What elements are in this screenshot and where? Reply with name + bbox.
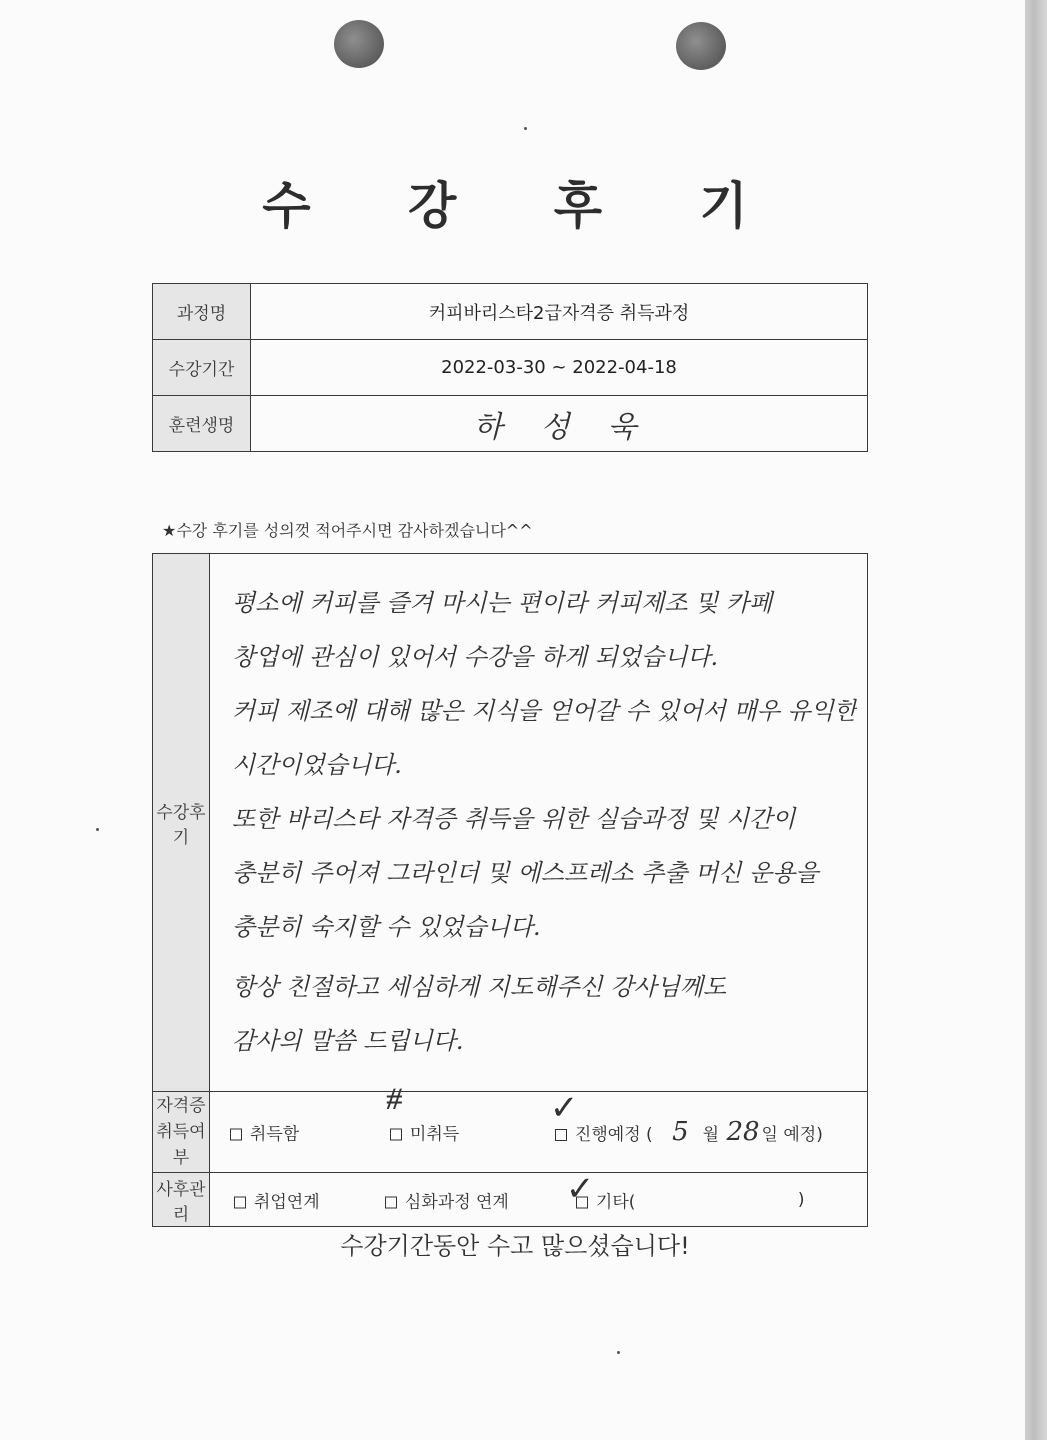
course-label: 과정명: [153, 284, 251, 340]
review-handwritten-text: [210, 554, 867, 1068]
trainee-name-handwritten: 하성욱: [473, 409, 675, 445]
certification-label-line2: 취득여부: [156, 1122, 206, 1168]
checkbox-icon: [555, 1129, 567, 1141]
check-mark-icon: ✓: [565, 1169, 595, 1209]
course-info-table: [152, 283, 868, 452]
certification-options: [209, 1080, 867, 1173]
strike-mark-icon: ⧣: [385, 1080, 403, 1115]
aftercare-label: 사후관리: [153, 1173, 210, 1227]
footer-message: 수강기간동안 수고 많으셨습니다!: [340, 1232, 690, 1260]
certification-label: [153, 1092, 210, 1173]
option-employment[interactable]: [234, 1187, 320, 1212]
scheduled-day-handwritten: 28: [726, 1117, 760, 1147]
name-row: [153, 396, 868, 452]
check-mark-icon: ✓: [549, 1088, 579, 1128]
review-line: 평소에 커피를 즐겨 마시는 편이라 커피제조 및 카페: [231, 589, 773, 617]
option-employment-label: 취업연계: [253, 1192, 320, 1212]
period-row: [153, 340, 868, 396]
speck: [617, 1351, 620, 1354]
review-line: 감사의 말씀 드립니다.: [231, 1027, 464, 1055]
course-row: [153, 284, 868, 340]
option-other-close: ): [797, 1189, 805, 1210]
period-value: 2022-03-30 ~ 2022-04-18: [251, 340, 868, 396]
aftercare-row: [153, 1173, 868, 1227]
name-label: 훈련생명: [153, 396, 251, 452]
checkbox-icon: [390, 1129, 402, 1141]
checkbox-icon: [234, 1196, 246, 1208]
month-unit: 월: [702, 1125, 720, 1145]
review-line: 시간이었습니다.: [231, 751, 402, 779]
checkbox-icon: [230, 1129, 242, 1141]
review-line: 또한 바리스타 자격증 취득을 위한 실습과정 및 시간이: [231, 805, 796, 833]
review-row: [153, 554, 868, 1092]
option-not-acquired[interactable]: [390, 1120, 459, 1145]
review-line: 충분히 주어져 그라인더 및 에스프레소 추출 머신 운용을: [231, 859, 819, 887]
notice-text: ★수강 후기를 성의껏 적어주시면 감사하겠습니다^^: [162, 521, 533, 540]
certification-label-line1: 자격증: [156, 1096, 206, 1116]
review-line: 커피 제조에 대해 많은 지식을 얻어갈 수 있어서 매우 유익한: [231, 697, 857, 725]
option-advanced-course-label: 심화과정 연계: [404, 1192, 509, 1212]
option-acquired[interactable]: [230, 1120, 299, 1145]
option-scheduled-label: 진행예정 (: [574, 1125, 653, 1145]
review-line: 창업에 관심이 있어서 수강을 하게 되었습니다.: [231, 643, 719, 671]
document-title: 수 강 후 기: [262, 177, 788, 235]
review-table: [152, 553, 868, 1227]
name-cell: [251, 396, 868, 452]
period-label: 수강기간: [153, 340, 251, 396]
review-line: 항상 친절하고 세심하게 지도해주신 강사님께도: [231, 973, 727, 1001]
punch-hole-left: [334, 20, 384, 68]
page-edge: [1025, 0, 1047, 1440]
course-value: 커피바리스타2급자격증 취득과정: [251, 284, 868, 340]
review-body: [209, 554, 867, 1092]
certification-row: [153, 1092, 868, 1173]
option-scheduled[interactable]: [555, 1117, 823, 1147]
option-acquired-label: 취득함: [249, 1124, 300, 1145]
option-other-label: 기타(: [595, 1192, 636, 1212]
review-label: 수강후기: [153, 554, 210, 1092]
review-line: 충분히 숙지할 수 있었습니다.: [231, 913, 541, 941]
punch-hole-right: [676, 22, 726, 70]
scheduled-month-handwritten: 5: [672, 1117, 689, 1147]
aftercare-options: [209, 1169, 867, 1227]
day-unit-suffix: 일 예정): [761, 1125, 823, 1145]
speck: [96, 828, 99, 831]
option-advanced-course[interactable]: [385, 1187, 509, 1212]
option-not-acquired-label: 미취득: [409, 1124, 460, 1145]
speck: [524, 127, 527, 130]
checkbox-icon: [385, 1196, 397, 1208]
